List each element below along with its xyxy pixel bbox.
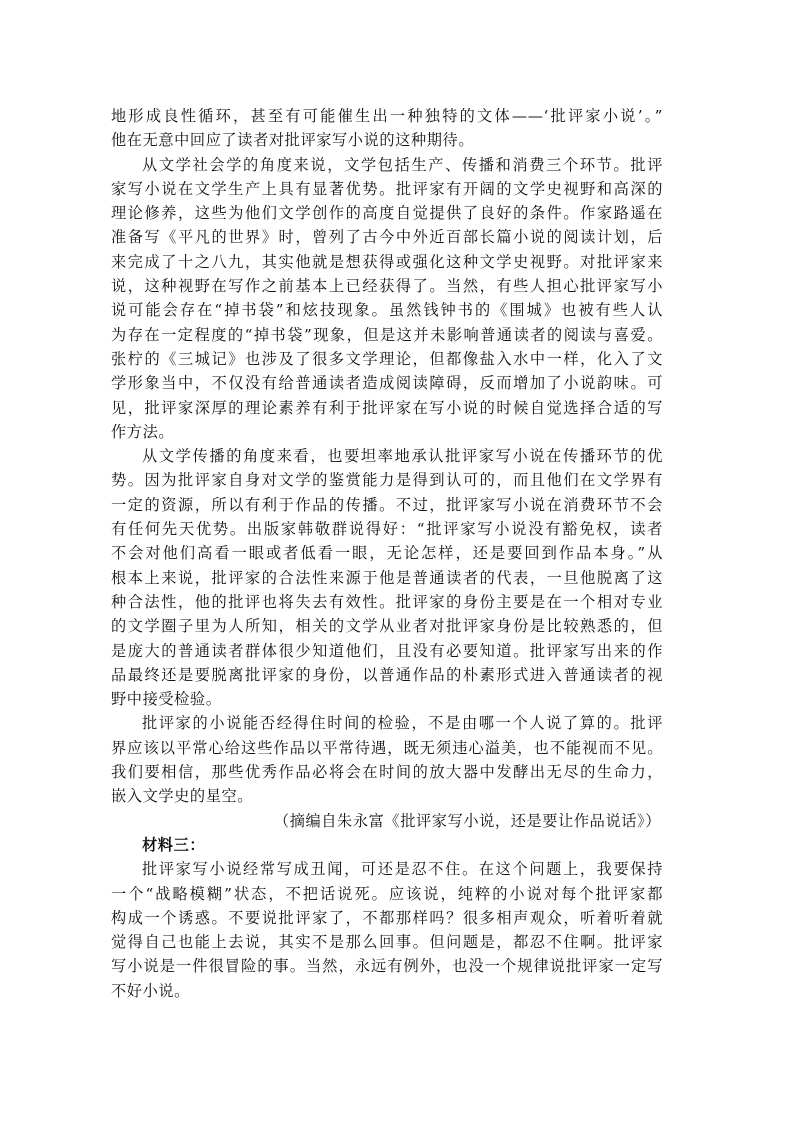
- text-line: 写小说是一件很冒险的事。当然，永远有例外，也没一个规律说批评家一定写: [111, 957, 663, 976]
- text-line: 家写小说在文学生产上具有显著优势。批评家有开阔的文学史视野和高深的: [111, 179, 663, 198]
- text-line: 的文学圈子里为人所知，相关的文学从业者对批评家身份是比较熟悉的，但: [111, 617, 663, 636]
- text-line: 作方法。: [111, 422, 175, 441]
- text-line: 为存在一定程度的“掉书袋”现象，但是这并未影响普通读者的阅读与喜爱。: [111, 325, 663, 344]
- text-line: 种合法性，他的批评也将失去有效性。批评家的身份主要是在一个相对专业: [111, 592, 663, 611]
- text-line: 品最终还是要脱离批评家的身份，以普通作品的朴素形式进入普通读者的视: [111, 665, 663, 684]
- text-line: 觉得自己也能上去说，其实不是那么回事。但问题是，都忍不住啊。批评家: [111, 933, 663, 952]
- text-line: 一个“战略模糊”状态，不把话说死。应该说，纯粹的小说对每个批评家都: [111, 884, 663, 903]
- text-line: 有任何先天优势。出版家韩敬群说得好：“批评家写小说没有豁免权，读者: [111, 520, 663, 539]
- text-line: 不好小说。: [111, 981, 190, 1000]
- text-line: 理论修养，这些为他们文学创作的高度自觉提供了良好的条件。作家路遥在: [111, 204, 663, 223]
- text-line: 势。因为批评家自身对文学的鉴赏能力是得到认可的，而且他们在文学界有: [111, 471, 663, 490]
- text-line: 根本上来说，批评家的合法性来源于他是普通读者的代表，一旦他脱离了这: [111, 568, 663, 587]
- text-line: 不会对他们高看一眼或者低看一眼，无论怎样，还是要回到作品本身。”从: [111, 544, 663, 563]
- paragraph-first-line: 批评家写小说经常写成丑闻，可还是忍不住。在这个问题上，我要保持: [142, 860, 663, 879]
- text-line: 张柠的《三城记》也涉及了很多文学理论，但都像盐入水中一样，化入了文: [111, 349, 663, 368]
- text-line: 嵌入文学史的星空。: [111, 787, 254, 806]
- text-line: 地形成良性循环，甚至有可能催生出一种独特的文体——‘批评家小说’。”: [111, 107, 663, 125]
- section-heading: 材料三：: [142, 835, 206, 854]
- source-citation: （摘编自朱永富《批评家写小说，还是要让作品说话》）: [273, 811, 661, 830]
- text-line: 来完成了十之八九，其实他就是想获得或强化这种文学史视野。对批评家来: [111, 252, 663, 271]
- paragraph-first-line: 批评家的小说能否经得住时间的检验，不是由哪一个人说了算的。批评: [142, 714, 663, 733]
- document-page: [111, 104, 663, 1003]
- text-line: 是庞大的普通读者群体很少知道他们，且没有必要知道。批评家写出来的作: [111, 641, 663, 660]
- text-line: 说，这种视野在写作之前基本上已经获得了。当然，有些人担心批评家写小: [111, 277, 663, 296]
- text-line: 他在无意中回应了读者对批评家写小说的这种期待。: [111, 131, 475, 150]
- text-line: 准备写《平凡的世界》时，曾列了古今中外近百部长篇小说的阅读计划，后: [111, 228, 663, 247]
- text-line: 构成一个诱惑。不要说批评家了，不都那样吗？很多相声观众，听着听着就: [111, 908, 663, 927]
- text-line: 学形象当中，不仅没有给普通读者造成阅读障碍，反而增加了小说韵味。可: [111, 374, 663, 393]
- text-line: 野中接受检验。: [111, 690, 222, 709]
- paragraph-first-line: 从文学传播的角度来看，也要坦率地承认批评家写小说在传播环节的优: [142, 447, 663, 466]
- text-line: 一定的资源，所以有利于作品的传播。不过，批评家写小说在消费环节不会: [111, 495, 663, 514]
- text-line: 我们要相信，那些优秀作品必将会在时间的放大器中发酵出无尽的生命力，: [111, 763, 663, 782]
- text-line: 说可能会存在“掉书袋”和炫技现象。虽然钱钟书的《围城》也被有些人认: [111, 301, 663, 320]
- text-line: 见，批评家深厚的理论素养有利于批评家在写小说的时候自觉选择合适的写: [111, 398, 663, 417]
- text-line: 界应该以平常心给这些作品以平常待遇，既无须违心溢美，也不能视而不见。: [111, 738, 663, 757]
- paragraph-first-line: 从文学社会学的角度来说，文学包括生产、传播和消费三个环节。批评: [142, 155, 663, 174]
